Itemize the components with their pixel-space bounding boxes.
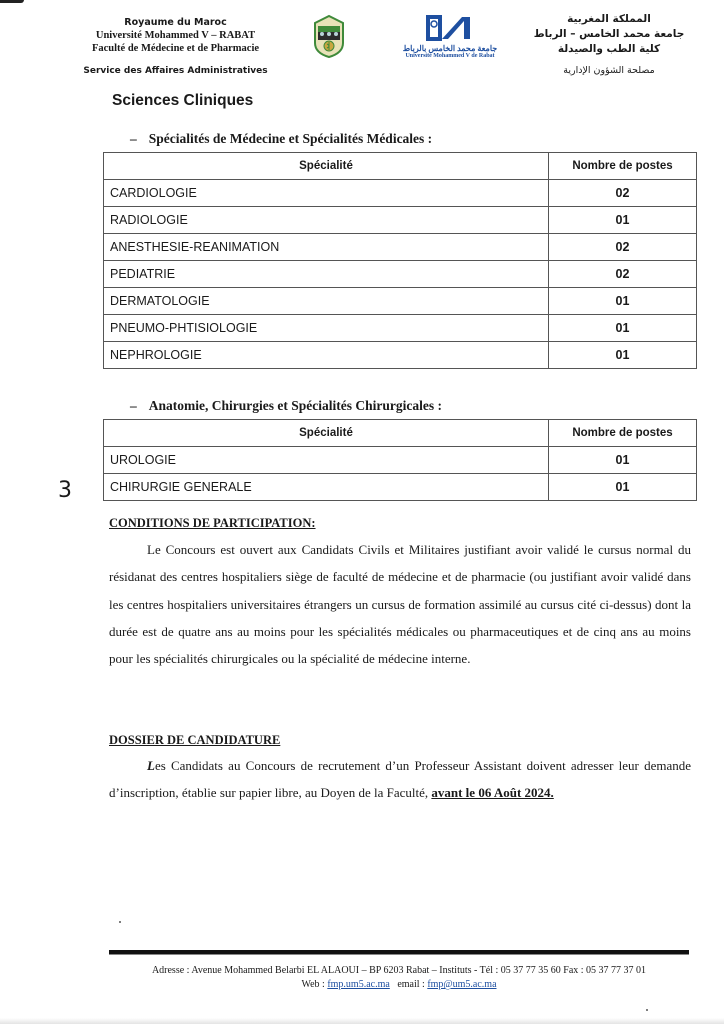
table-header-row — [104, 153, 697, 180]
web-label: Web : — [301, 979, 328, 990]
conditions-text: Le Concours est ouvert aux Candidats Civils et Militaires justifiant avoir validé le cursus normal du résidanat des centres hospitaliers siège de faculté de médecine et de pharmacie (ou justifiant avoir validé dans les centres hospitaliers universitaires étrangers un cursus de formation assimilé au cursus cité ci-dessus) dont la durée est de quatre ans au moins pour les spécialités médicales ou pharmaceutiques et de cinq ans au moins pour les spécialités chirurgicales ou la spécialité de médecine interne. — [109, 542, 691, 667]
logo-caption-fr: Université Mohammed V de Rabat — [405, 53, 495, 59]
page-number: 3 — [58, 478, 72, 503]
dossier-text: es Candidats au Concours de recrutement d’un Professeur Assistant doivent adresser leur demande d’inscription, établie sur papier libre, au Doyen de la Faculté, — [109, 758, 691, 801]
footer — [109, 964, 689, 992]
dossier-drop-letter: L — [147, 758, 155, 773]
table-row — [104, 261, 697, 288]
specialty-cell: PEDIATRIE — [104, 261, 549, 288]
faculty-emblem-logo — [311, 13, 347, 59]
header-faculty-ar: كلية الطب والصيدلة — [557, 43, 661, 55]
table-row — [104, 207, 697, 234]
table-row — [104, 180, 697, 207]
table-row — [104, 474, 697, 501]
university-logo — [390, 15, 510, 63]
surgical-specialties-table — [103, 419, 697, 501]
header-university-fr: Université Mohammed V – RABAT — [95, 30, 256, 41]
scan-speck — [646, 1009, 648, 1011]
table2-title — [130, 398, 442, 414]
medical-specialties-table — [103, 152, 697, 369]
conditions-paragraph — [109, 536, 691, 672]
column-header-positions: Nombre de postes — [549, 420, 697, 447]
table2-title-text: Anatomie, Chirurgies et Spécialités Chirurgicales : — [148, 398, 442, 413]
deadline-text: avant le 06 Août 2024. — [431, 785, 554, 801]
positions-cell: 01 — [549, 447, 697, 474]
table1-title — [130, 131, 432, 147]
positions-cell: 01 — [549, 315, 697, 342]
header-kingdom-ar: المملكة المغربية — [567, 13, 651, 25]
footer-rule — [109, 950, 689, 955]
specialty-cell: NEPHROLOGIE — [104, 342, 549, 369]
email-link[interactable]: fmp@um5.ac.ma — [427, 979, 497, 990]
header-university-ar: جامعة محمد الخامس – الرباط — [533, 28, 685, 40]
column-header-specialty: Spécialité — [104, 420, 549, 447]
specialty-cell: CHIRURGIE GENERALE — [104, 474, 549, 501]
positions-cell: 01 — [549, 288, 697, 315]
specialty-cell: UROLOGIE — [104, 447, 549, 474]
table-row — [104, 315, 697, 342]
dash-bullet: – — [130, 398, 137, 413]
positions-cell: 01 — [549, 207, 697, 234]
scan-bottom-edge — [0, 1018, 724, 1024]
footer-contacts — [109, 978, 689, 992]
table-row — [104, 342, 697, 369]
specialty-cell: DERMATOLOGIE — [104, 288, 549, 315]
positions-cell: 01 — [549, 474, 697, 501]
specialty-cell: RADIOLOGIE — [104, 207, 549, 234]
header-right-block — [524, 12, 694, 78]
positions-cell: 01 — [549, 342, 697, 369]
section-title: Sciences Cliniques — [112, 92, 254, 109]
web-link[interactable]: fmp.um5.ac.ma — [327, 979, 390, 990]
header-kingdom-fr: Royaume du Maroc — [124, 17, 227, 28]
footer-address: Adresse : Avenue Mohammed Belarbi EL ALAOUI – BP 6203 Rabat – Instituts - Tél : 05 37 77 35 60 Fax : 05 37 77 37 01 — [151, 965, 647, 976]
header-service-fr: Service des Affaires Administratives — [83, 66, 268, 76]
dossier-heading: DOSSIER DE CANDIDATURE — [109, 733, 281, 747]
specialty-cell: PNEUMO-PHTISIOLOGIE — [104, 315, 549, 342]
positions-cell: 02 — [549, 234, 697, 261]
column-header-positions: Nombre de postes — [549, 153, 697, 180]
header-left-block — [68, 16, 283, 78]
header-service-ar: مصلحة الشؤون الإدارية — [563, 65, 655, 76]
scan-speck — [119, 921, 121, 923]
table-row — [104, 288, 697, 315]
um5-logo-icon — [390, 15, 510, 45]
table-row — [104, 234, 697, 261]
dash-bullet: – — [130, 131, 137, 146]
table-row — [104, 447, 697, 474]
positions-cell: 02 — [549, 180, 697, 207]
positions-cell: 02 — [549, 261, 697, 288]
conditions-heading: CONDITIONS DE PARTICIPATION: — [109, 516, 316, 530]
emblem-icon — [311, 13, 347, 59]
email-label: email : — [397, 979, 428, 990]
table-header-row — [104, 420, 697, 447]
scan-corner-mark — [0, 0, 24, 3]
column-header-specialty: Spécialité — [104, 153, 549, 180]
specialty-cell: ANESTHESIE-REANIMATION — [104, 234, 549, 261]
specialty-cell: CARDIOLOGIE — [104, 180, 549, 207]
dossier-paragraph — [109, 752, 691, 807]
header-faculty-fr: Faculté de Médecine et de Pharmacie — [91, 43, 260, 54]
table1-title-text: Spécialités de Médecine et Spécialités Médicales : — [148, 131, 433, 146]
logo-caption-ar: جامعة محمد الخامس بالرباط — [402, 44, 498, 53]
